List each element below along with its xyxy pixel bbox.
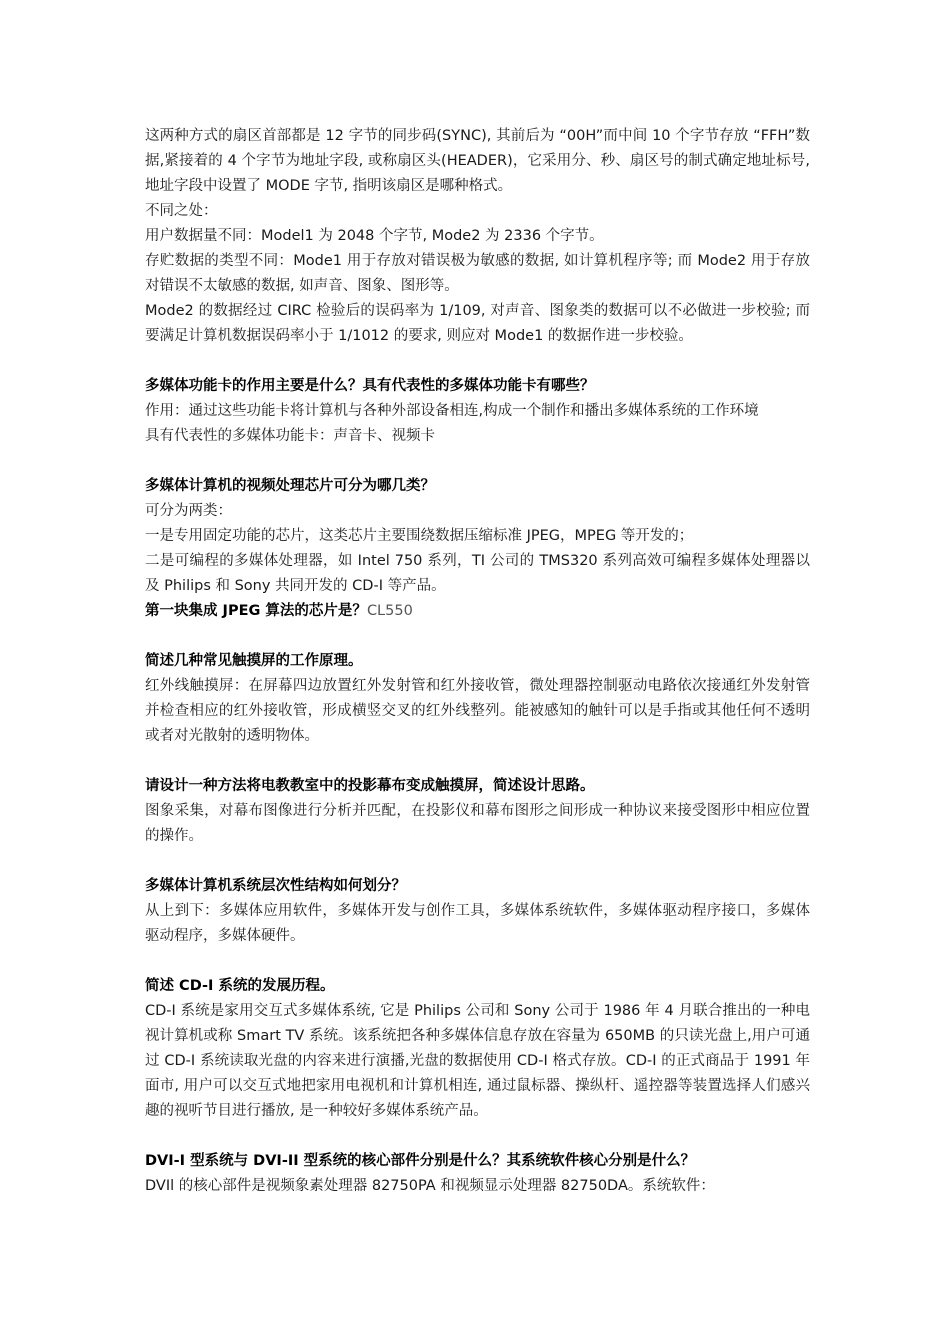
answer-function-cards-purpose: 作用：通过这些功能卡将计算机与各种外部设备相连,构成一个制作和播出多媒体系统的工作环境 [145, 403, 759, 419]
intro-differences-label: 不同之处： [145, 203, 218, 219]
answer-hierarchy: 从上到下：多媒体应用软件，多媒体开发与创作工具，多媒体系统软件，多媒体驱动程序接口，多媒体驱动程序，多媒体硬件。 [145, 903, 810, 944]
intro-data-amount: 用户数据量不同：Model1 为 2048 个字节, Mode2 为 2336 个字节。 [145, 228, 604, 244]
answer-dvi-systems: DVIl 的核心部件是视频象素处理器 82750PA 和视频显示处理器 82750DA。系统软件： [145, 1178, 715, 1194]
question-heading-touchscreen: 简述几种常见触摸屏的工作原理。 [145, 653, 363, 669]
sub-question-jpeg-chip [145, 599, 810, 624]
answer-function-cards-examples: 具有代表性的多媒体功能卡：声音卡、视频卡 [145, 428, 435, 444]
answer-video-chips-programmable: 二是可编程的多媒体处理器，如 Intel 750 系列，TI 公司的 TMS320 系列高效可编程多媒体处理器以及 Philips 和 Sony 共同开发的 CD-I 等产品。 [145, 553, 810, 594]
answer-cdi-history: CD-I 系统是家用交互式多媒体系统, 它是 Philips 公司和 Sony 公司于 1986 年 4 月联合推出的一种电视计算机或称 Smart TV 系统。该系统把各种多媒体信息存放在容量为 650MB 的只读光盘上,用户可通过 CD-I 系统读取光盘的内容来进行演播,光盘的数据使用 CD-I 格式存放。CD-I 的正式商品于 1991 年面市, 用户可以交互式地把家用电视机和计算机相连, 通过鼠标器、操纵杆、遥控器等装置选择人们感兴趣的视听节目进行播放, 是一种较好多媒体系统产品。 [145, 1003, 810, 1119]
intro-paragraph-sync: 这两种方式的扇区首部都是 12 字节的同步码(SYNC), 其前后为 “00H”而中间 10 个字节存放 “FFH”数据,紧接着的 4 个字节为地址字段, 或称扇区头(HEADER)，它采用分、秒、扇区号的制式确定地址标号, 地址字段中设置了 MODE 字节, 指明该扇区是哪种格式。 [145, 128, 810, 194]
answer-video-chips-fixed: 一是专用固定功能的芯片，这类芯片主要围绕数据压缩标准 JPEG，MPEG 等开发的； [145, 528, 694, 544]
answer-projection-screen: 图象采集，对幕布图像进行分析并匹配，在投影仪和幕布图形之间形成一种协议来接受图形中相应位置的操作。 [145, 803, 810, 844]
sub-question-jpeg-heading: 第一块集成 JPEG 算法的芯片是？ [145, 603, 367, 619]
answer-video-chips-intro: 可分为两类： [145, 503, 232, 519]
question-heading-video-chips: 多媒体计算机的视频处理芯片可分为哪几类？ [145, 478, 435, 494]
question-heading-projection-screen: 请设计一种方法将电教教室中的投影幕布变成触摸屏，简述设计思路。 [145, 778, 595, 794]
question-heading-cdi-history: 简述 CD-I 系统的发展历程。 [145, 978, 335, 994]
question-heading-hierarchy: 多媒体计算机系统层次性结构如何划分？ [145, 878, 406, 894]
intro-error-rate: Mode2 的数据经过 CIRC 检验后的误码率为 1/109, 对声音、图象类的数据可以不必做进一步校验; 而要满足计算机数据误码率小于 1/1012 的要求, 则应对 Mode1 的数据作进一步校验。 [145, 303, 810, 344]
answer-touchscreen-infrared: 红外线触摸屏：在屏幕四边放置红外发射管和红外接收管，微处理器控制驱动电路依次接通红外发射管并检查相应的红外接收管，形成横竖交叉的红外线整列。能被感知的触针可以是手指或其他任何不透明或者对光散射的透明物体。 [145, 678, 810, 744]
document-page [145, 124, 810, 1199]
question-heading-dvi-systems: DVI-I 型系统与 DVI-II 型系统的核心部件分别是什么？其系统软件核心分别是什么？ [145, 1153, 696, 1169]
sub-question-jpeg-answer: CL550 [366, 603, 413, 619]
intro-data-type: 存贮数据的类型不同：Mode1 用于存放对错误极为敏感的数据, 如计算机程序等; 而 Mode2 用于存放对错误不太敏感的数据, 如声音、图象、图形等。 [145, 253, 810, 294]
question-heading-function-cards: 多媒体功能卡的作用主要是什么？具有代表性的多媒体功能卡有哪些？ [145, 378, 595, 394]
